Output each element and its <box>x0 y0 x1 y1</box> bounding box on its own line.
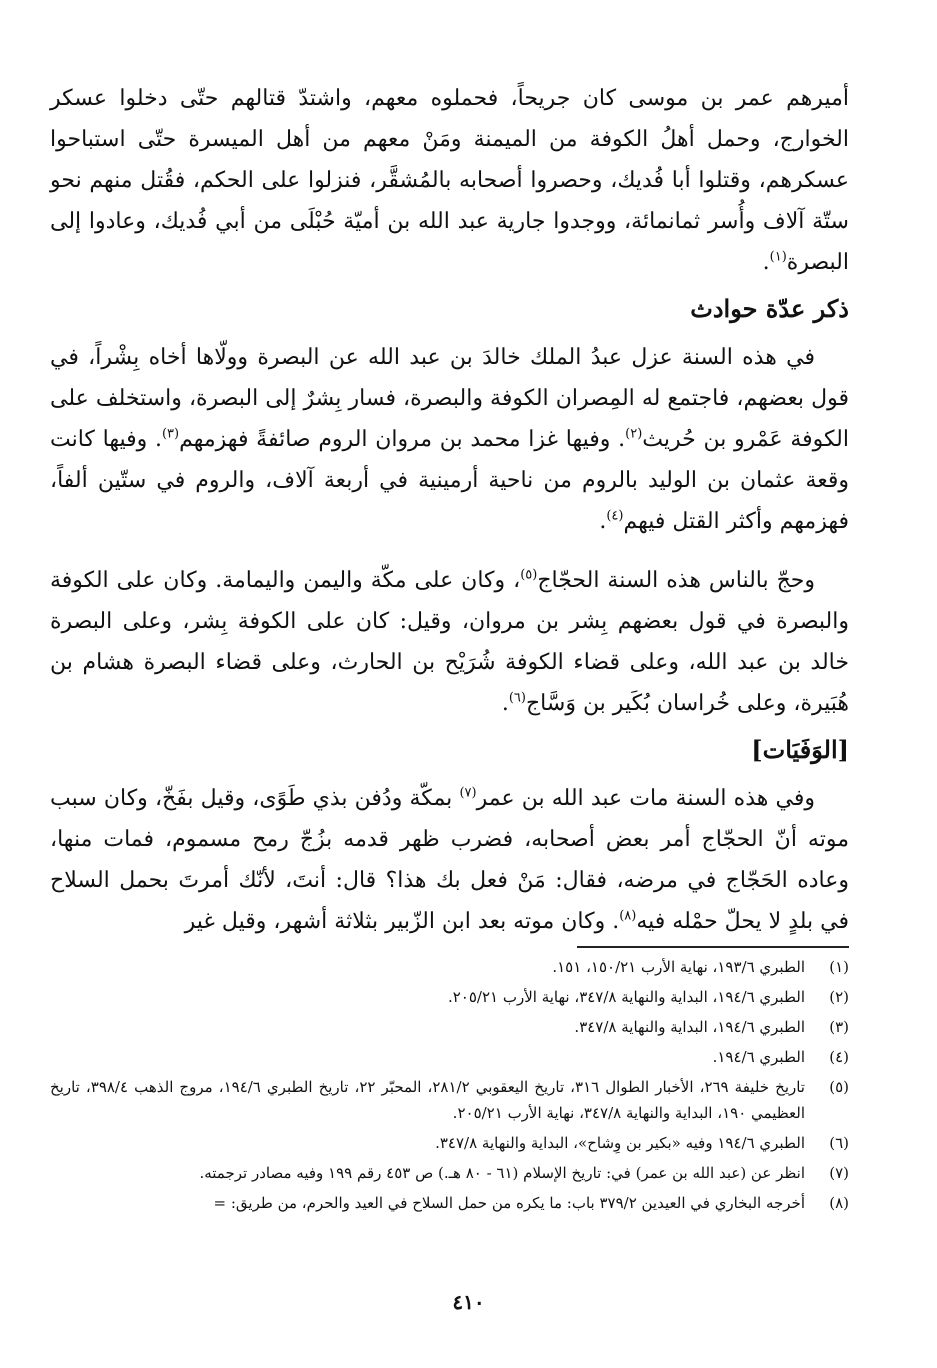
footnote-ref[interactable]: (٣) <box>161 426 180 442</box>
footnote-text: الطبري ١٩٤/٦، البداية والنهاية ٣٤٧/٨. <box>574 1018 805 1036</box>
text-run: في هذه السنة عزل عبدُ الملك خالدَ بن عبد الله عن البصرة وولّاها أخاه بِشْراً، في قول بعضهم، فاجتمع له المِصران الكوفة والبصرة، فسار بِشرٌ إلى البصرة، واستخلف على الكوفة عَمْرو بن حُريث <box>50 345 849 452</box>
footnote-divider <box>577 946 849 948</box>
paragraph-hajj <box>50 560 849 724</box>
text-run: . <box>501 691 509 716</box>
text-run: . <box>599 509 607 534</box>
text-run: . <box>762 250 770 275</box>
footnote-number: (٤) <box>829 1048 849 1066</box>
main-text <box>50 78 849 942</box>
footnote-item <box>50 1014 849 1040</box>
footnote-item <box>50 1190 849 1216</box>
footnote-number: (٧) <box>829 1164 849 1182</box>
section-heading-deaths: [الوَفَيَات] <box>751 735 849 764</box>
footnote-ref[interactable]: (٥) <box>520 567 538 583</box>
text-run: . وفيها كانت وقعة عثمان بن الوليد بالروم من ناحية أرمينية في أربعة آلاف، والروم في ستّين ألفاً، فهزمهم وأكثر القتل فيهم <box>50 427 849 534</box>
footnote-number: (٣) <box>829 1018 849 1036</box>
footnote-item <box>50 1044 849 1070</box>
footnote-ref[interactable]: (٧) <box>459 785 477 801</box>
text-run: وفي هذه السنة مات عبد الله بن عمر <box>476 786 815 811</box>
text-run: . وكان موته بعد ابن الزّبير بثلاثة أشهر، وقيل غير <box>184 909 620 934</box>
footnotes <box>50 954 849 1220</box>
footnote-ref[interactable]: (٢) <box>625 426 643 442</box>
footnote-text: الطبري ١٩٤/٦، البداية والنهاية ٣٤٧/٨، نهاية الأرب ٢٠٥/٢١. <box>447 988 805 1006</box>
footnote-text: الطبري ١٩٤/٦ وفيه «بكير بن وِشاح»، البداية والنهاية ٣٤٧/٨. <box>435 1134 805 1152</box>
footnote-number: (٥) <box>829 1078 849 1096</box>
footnote-item <box>50 984 849 1010</box>
footnote-text: الطبري ١٩٤/٦. <box>712 1048 805 1066</box>
footnote-text: انظر عن (عبد الله بن عمر) في: تاريخ الإسلام (٦١ - ٨٠ هـ.) ص ٤٥٣ رقم ١٩٩ وفيه مصادر ترجمته. <box>199 1164 805 1182</box>
footnote-number: (٨) <box>829 1194 849 1212</box>
footnote-item <box>50 1074 849 1126</box>
footnote-ref[interactable]: (٨) <box>619 908 637 924</box>
footnote-text: تاريخ خليفة ٢٦٩، الأخبار الطوال ٣١٦، تاريخ اليعقوبي ٢٨١/٢، المحبّر ٢٢، تاريخ الطبري ١٩٤/٦، مروج الذهب ٣٩٨/٤، تاريخ العظيمي ١٩٠، البداية والنهاية ٣٤٧/٨، نهاية الأرب ٢٠٥/٢١. <box>50 1078 805 1122</box>
footnote-text: أخرجه البخاري في العيدين ٣٧٩/٢ باب: ما يكره من حمل السلاح في العيد والحرم، من طريق: = <box>213 1194 805 1212</box>
text-run: أميرهم عمر بن موسى كان جريحاً، فحملوه معهم، واشتدّ قتالهم حتّى دخلوا عسكر الخوارج، وحمل أهلُ الكوفة من الميمنة ومَنْ معهم من أهل الميسرة حتّى استباحوا عسكرهم، وقتلوا أبا فُديك، وحصروا أصحابه بالمُشقَّر، فنزلوا على الحكم، فقُتل منهم نحو ستّة آلاف وأُسر ثمانمائة، ووجدوا جارية عبد الله بن أميّة حُبْلَى من أبي فُديك، وعادوا إلى البصرة <box>50 86 849 275</box>
footnote-item <box>50 954 849 980</box>
footnote-text: الطبري ١٩٣/٦، نهاية الأرب ١٥٠/٢١، ١٥١. <box>552 958 805 976</box>
text-run: وحجّ بالناس هذه السنة الحجّاج <box>537 568 815 593</box>
footnote-item <box>50 1130 849 1156</box>
section-heading-events: ذكر عدّة حوادث <box>690 294 849 323</box>
footnote-ref[interactable]: (١) <box>769 249 787 265</box>
footnote-ref[interactable]: (٦) <box>508 690 526 706</box>
paragraph-events <box>50 337 849 542</box>
footnote-number: (٦) <box>829 1134 849 1152</box>
paragraph-deaths <box>50 778 849 942</box>
page-number: ٤١٠ <box>452 1290 485 1314</box>
footnote-item <box>50 1160 849 1186</box>
footnote-number: (٢) <box>829 988 849 1006</box>
text-run: . وفيها غزا محمد بن مروان الروم صائفةً فهزمهم <box>179 427 626 452</box>
text-run: ، وكان على مكّة واليمن واليمامة. وكان على الكوفة والبصرة في قول بعضهم بِشر بن مروان، وقيل: كان على الكوفة بِشر، وعلى البصرة خالد بن عبد الله، وعلى قضاء الكوفة شُرَيْح بن الحارث، وعلى قضاء البصرة هشام بن هُبَيرة، وعلى خُراسان بُكَير بن وَسَّاج <box>50 568 849 716</box>
text-run: بمكّة ودُفن بذي طَوًى، وقيل بفَخّ، وكان سبب موته أنّ الحجّاج أمر بعض أصحابه، فضرب ظهر قدمه بزُجّ رمح مسموم، فمات منها، وعاده الحَجّاج في مرضه، فقال: مَنْ فعل بك هذا؟ قال: أنتَ، لأنّك أمرتَ بحمل السلاح في بلدٍ لا يحلّ حمْله فيه <box>50 786 849 934</box>
paragraph-continuation <box>50 78 849 283</box>
footnote-number: (١) <box>829 958 849 976</box>
footnote-ref[interactable]: (٤) <box>606 508 624 524</box>
